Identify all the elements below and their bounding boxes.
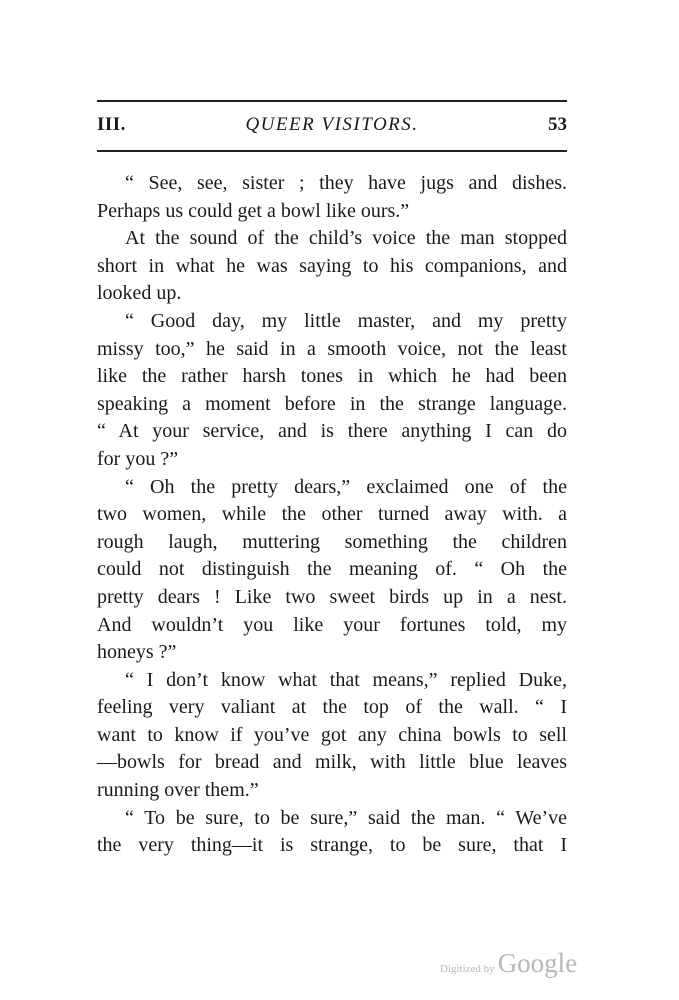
text-line: honeys ?”: [97, 641, 177, 664]
body-text: [97, 170, 567, 860]
watermark-prefix: Digitized by: [440, 963, 495, 975]
text-line: short in what he was saying to his companions, and: [97, 254, 567, 277]
header-bottom-rule: [97, 150, 567, 152]
chapter-number: III.: [97, 114, 126, 135]
text-line: missy too,” he said in a smooth voice, not the least: [97, 337, 567, 360]
page-number: 53: [548, 114, 567, 135]
text-line: the very thing—it is strange, to be sure, that I: [97, 834, 567, 857]
text-line: could not distinguish the meaning of. “ Oh the: [97, 558, 567, 581]
text-line: “ See, see, sister ; they have jugs and dishes.: [125, 172, 567, 194]
text-line: rough laugh, muttering something the children: [97, 530, 567, 553]
text-line: want to know if you’ve got any china bowls to sell: [97, 723, 567, 746]
running-title: QUEER VISITORS.: [245, 114, 419, 135]
text-line: At the sound of the child’s voice the man stopped: [125, 227, 567, 250]
text-line: pretty dears ! Like two sweet birds up in a nest.: [97, 585, 567, 608]
header-top-rule: [97, 100, 567, 102]
text-line: feeling very valiant at the top of the wall. “ I: [97, 696, 567, 719]
text-line: Perhaps us could get a bowl like ours.”: [97, 199, 410, 222]
running-header: [97, 114, 567, 138]
text-line: “ At your service, and is there anything I can do: [97, 420, 567, 443]
google-logo: Google: [497, 948, 578, 978]
text-line: two women, while the other turned away with. a: [97, 503, 567, 526]
text-line: running over them.”: [97, 779, 259, 802]
text-line: for you ?”: [97, 447, 179, 470]
text-line: speaking a moment before in the strange language.: [97, 392, 567, 415]
text-line: “ I don’t know what that means,” replied Duke,: [125, 668, 567, 691]
text-line: “ Good day, my little master, and my pretty: [125, 309, 567, 332]
text-line: —bowls for bread and milk, with little blue leaves: [97, 751, 567, 774]
text-line: “ To be sure, to be sure,” said the man. “ We’ve: [125, 806, 567, 829]
digitized-watermark: [440, 948, 577, 979]
text-line: like the rather harsh tones in which he had been: [97, 365, 567, 388]
text-line: “ Oh the pretty dears,” exclaimed one of the: [125, 475, 567, 498]
text-line: And wouldn’t you like your fortunes told, my: [97, 613, 567, 636]
text-line: looked up.: [97, 282, 182, 305]
